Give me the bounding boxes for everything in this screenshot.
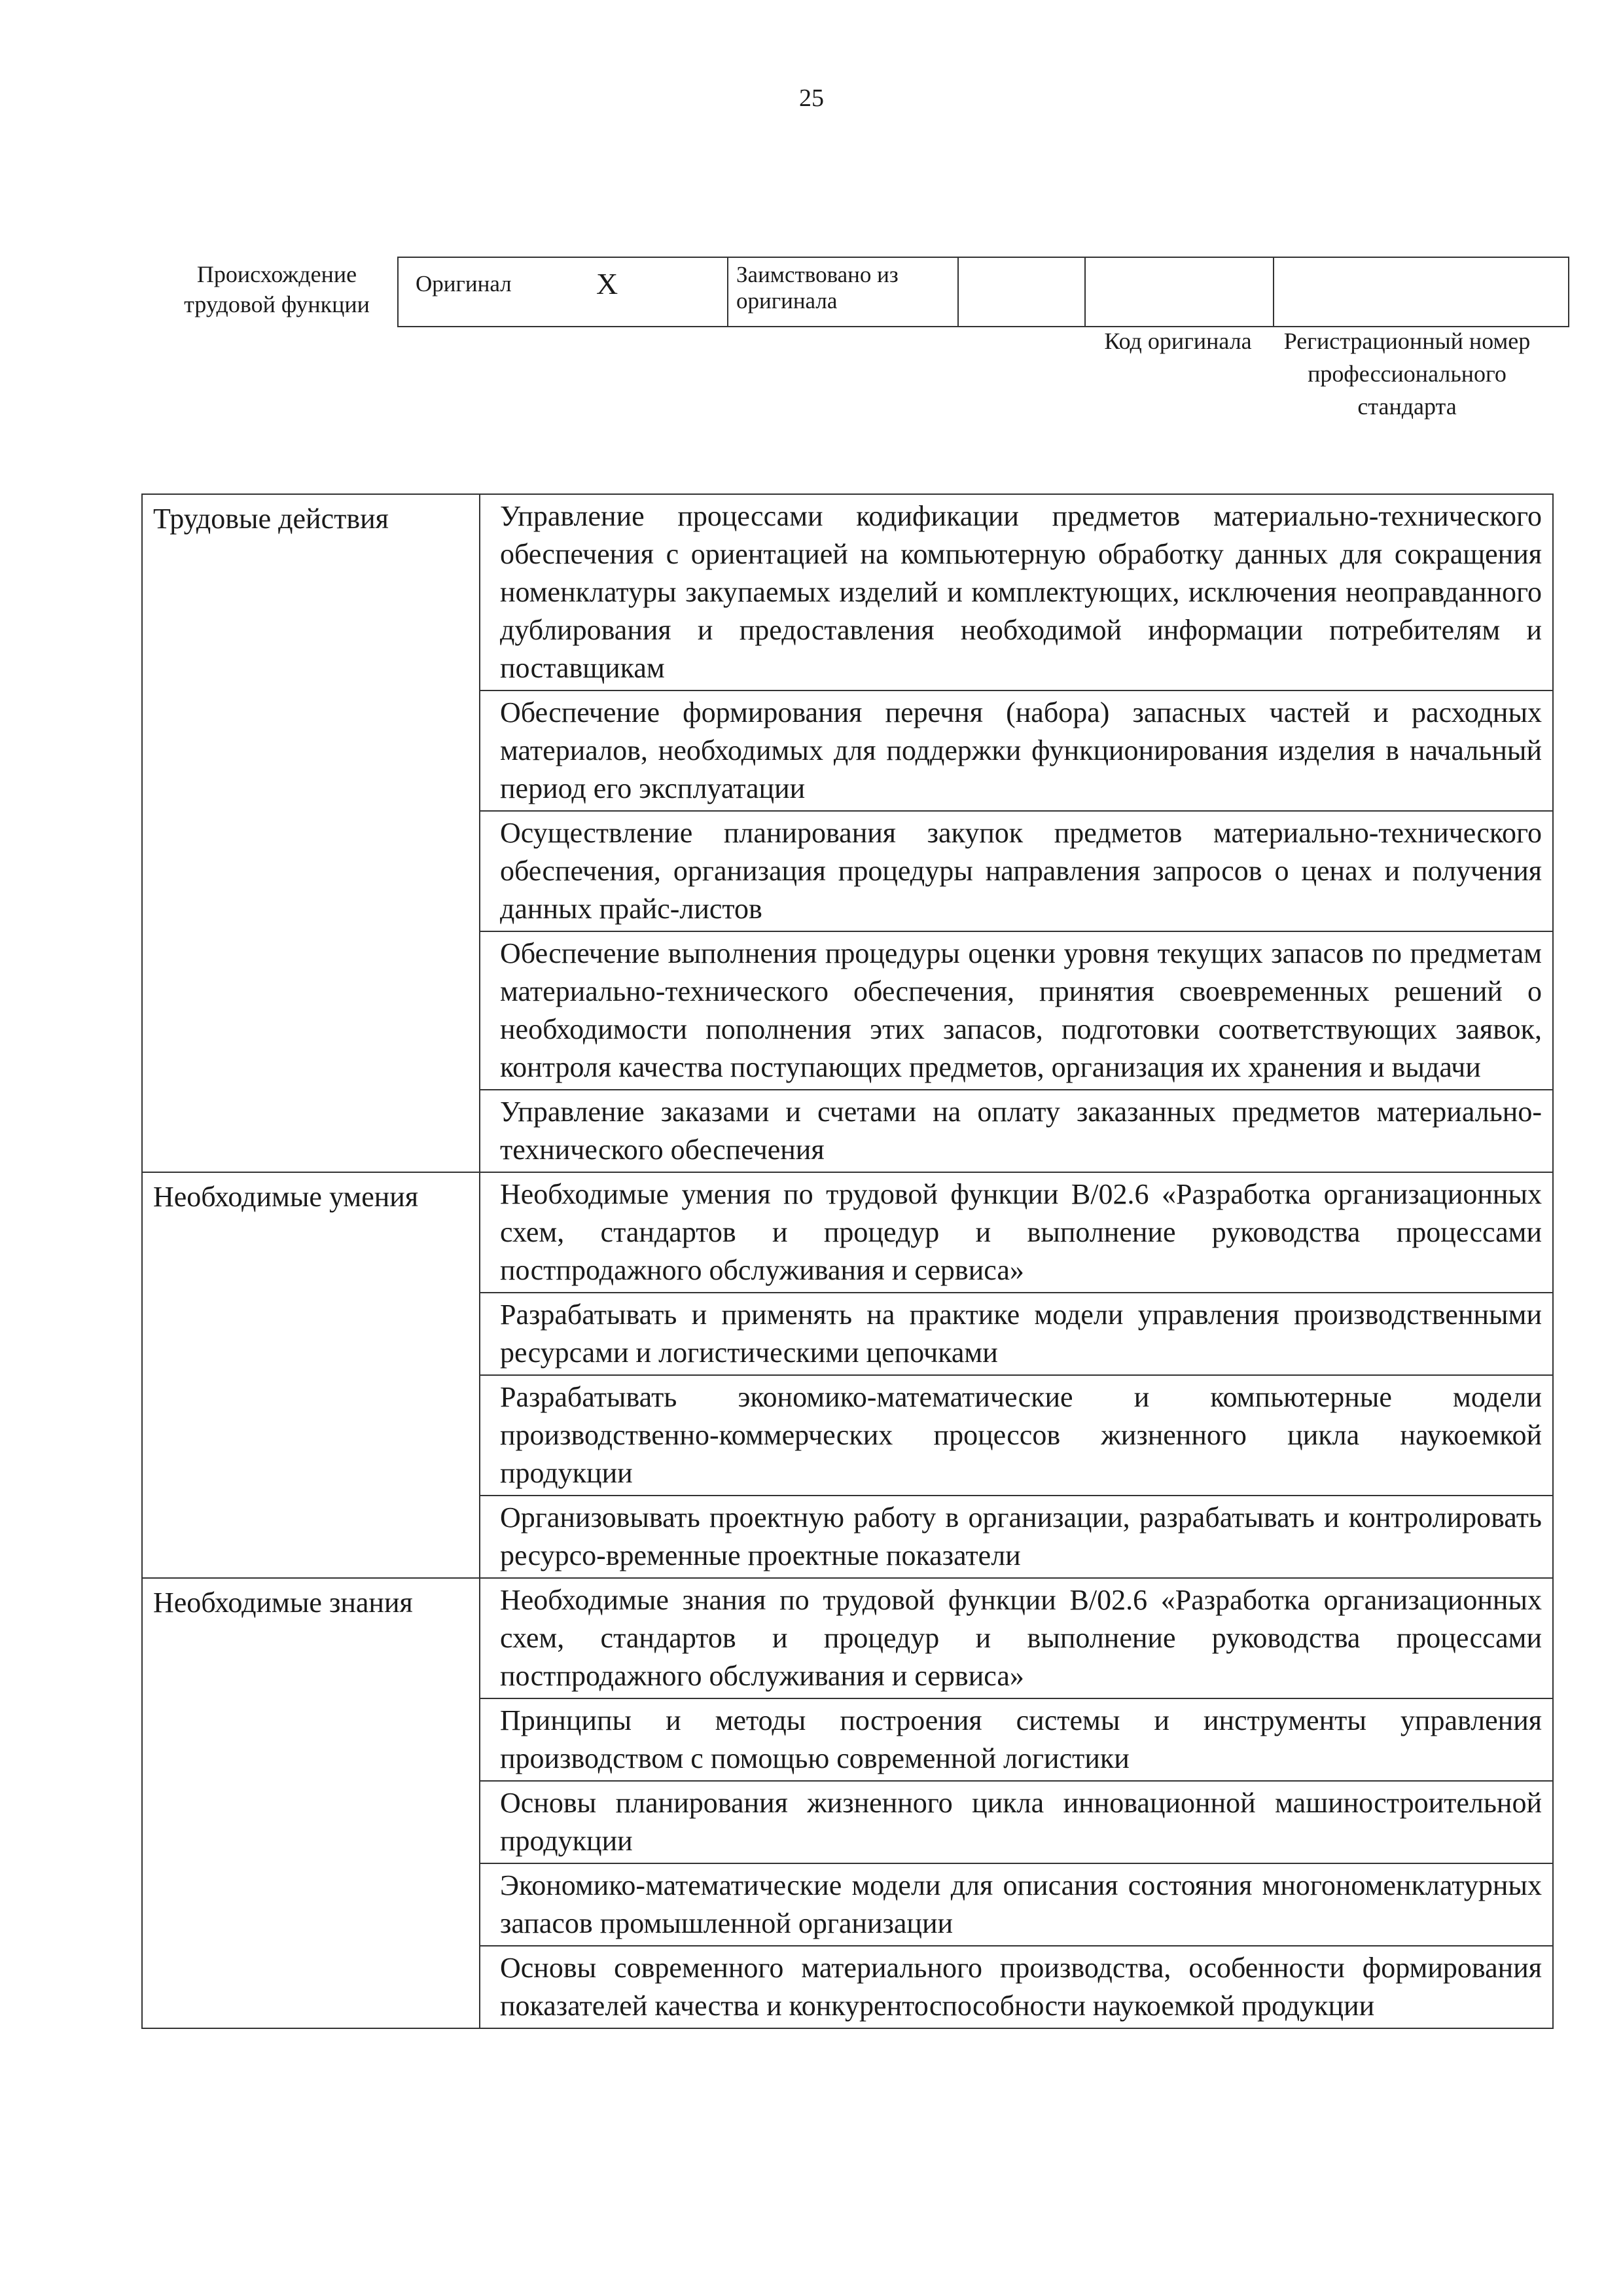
category-cell: Необходимые умения (142, 1172, 480, 1578)
registration-label: Регистрационный номер профессионального стандарта (1283, 328, 1531, 420)
page-number: 25 (799, 84, 824, 112)
origin-table (397, 257, 1569, 327)
item-cell: Осуществление планирования закупок предметов материально-технического обеспечения, организация процедуры направления запросов о ценах и получения данных прайс-листов (480, 811, 1553, 931)
item-cell: Экономико-математические модели для описания состояния многономенклатурных запасов промышленной организации (480, 1863, 1553, 1946)
item-cell: Обеспечение выполнения процедуры оценки уровня текущих запасов по предметам материально-технического обеспечения, принятия своевременных решений о необходимости пополнения этих запасов, подготовки соответствующих заявок, контроля качества поступающих предметов, организация их хранения и выдачи (480, 931, 1553, 1090)
item-cell: Принципы и методы построения системы и инструменты управления производством с помощью современной логистики (480, 1698, 1553, 1781)
code-cell (1085, 257, 1274, 327)
function-table (141, 493, 1554, 2029)
original-label: Оригинал (416, 271, 512, 296)
item-cell: Управление процессами кодификации предметов материально-технического обеспечения с ориентацией на компьютерную обработку данных для сокращения номенклатуры закупаемых изделий и комплектующих, исключения неоправданного дублирования и предоставления необходимой информации потребителям и поставщикам (480, 494, 1553, 691)
registration-cell (1274, 257, 1569, 327)
item-cell: Основы современного материального производства, особенности формирования показателей качества и конкурентоспособности наукоемкой продукции (480, 1946, 1553, 2028)
table-row (142, 1172, 1553, 1293)
original-mark: X (596, 267, 618, 300)
function-table-body (142, 494, 1553, 2028)
item-cell: Необходимые знания по трудовой функции B/02.6 «Разработка организационных схем, стандартов и процедур и выполнение руководства процессами постпродажного обслуживания и сервиса» (480, 1578, 1553, 1698)
original-cell (398, 257, 728, 327)
item-cell: Разрабатывать и применять на практике модели управления производственными ресурсами и логистическими цепочками (480, 1293, 1553, 1375)
category-cell: Необходимые знания (142, 1578, 480, 2028)
category-cell: Трудовые действия (142, 494, 480, 1172)
item-cell: Разрабатывать экономико-математические и компьютерные модели производственно-коммерческих процессов жизненного цикла наукоемкой продукции (480, 1375, 1553, 1496)
item-cell: Организовывать проектную работу в организации, разрабатывать и контролировать ресурсо-временные проектные показатели (480, 1496, 1553, 1578)
empty-cell (958, 257, 1085, 327)
borrowed-cell: Заимствовано из оригинала (728, 257, 958, 327)
item-cell: Управление заказами и счетами на оплату заказанных предметов материально-технического обеспечения (480, 1090, 1553, 1172)
item-cell: Необходимые умения по трудовой функции B/02.6 «Разработка организационных схем, стандартов и процедур и выполнение руководства процессами постпродажного обслуживания и сервиса» (480, 1172, 1553, 1293)
item-cell: Основы планирования жизненного цикла инновационной машиностроительной продукции (480, 1781, 1553, 1863)
table-row (142, 1578, 1553, 1698)
origin-label: Происхождение трудовой функции (184, 261, 370, 317)
item-cell: Обеспечение формирования перечня (набора) запасных частей и расходных материалов, необходимых для поддержки функционирования изделия в начальный период его эксплуатации (480, 691, 1553, 811)
table-row (142, 494, 1553, 691)
code-label: Код оригинала (1104, 328, 1252, 354)
